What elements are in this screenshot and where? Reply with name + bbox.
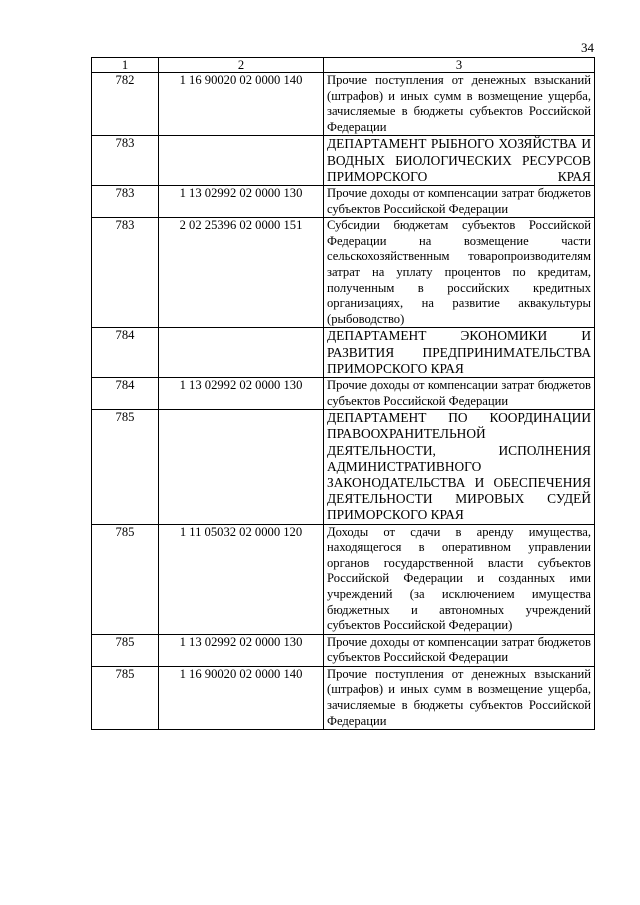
admin-code-cell: 785 bbox=[92, 410, 159, 524]
description-cell: Прочие доходы от компенсации затрат бюджетов субъектов Российской Федерации bbox=[324, 185, 595, 217]
department-name-cell: ДЕПАРТАМЕНТ ПО КООРДИНАЦИИ ПРАВООХРАНИТЕЛЬНОЙ ДЕЯТЕЛЬНОСТИ, ИСПОЛНЕНИЯ АДМИНИСТРАТИВНОГО ЗАКОНОДАТЕЛЬСТВА И ОБЕСПЕЧЕНИЯ ДЕЯТЕЛЬНОСТИ МИРОВЫХ СУДЕЙ ПРИМОРСКОГО КРАЯ bbox=[324, 410, 595, 524]
department-name-cell: ДЕПАРТАМЕНТ РЫБНОГО ХОЗЯЙСТВА И ВОДНЫХ БИОЛОГИЧЕСКИХ РЕСУРСОВ ПРИМОРСКОГО КРАЯ bbox=[324, 136, 595, 186]
description-cell: Прочие доходы от компенсации затрат бюджетов субъектов Российской Федерации bbox=[324, 634, 595, 666]
department-row bbox=[92, 410, 595, 524]
admin-code-cell: 782 bbox=[92, 73, 159, 136]
admin-code-cell: 783 bbox=[92, 218, 159, 328]
revenue-code-cell bbox=[159, 328, 324, 378]
revenue-code-cell: 2 02 25396 02 0000 151 bbox=[159, 218, 324, 328]
description-cell: Прочие поступления от денежных взысканий (штрафов) и иных сумм в возмещение ущерба, зачисляемые в бюджеты субъектов Российской Федерации bbox=[324, 666, 595, 729]
column-header-1: 1 bbox=[92, 58, 159, 73]
table-row bbox=[92, 634, 595, 666]
description-cell: Прочие доходы от компенсации затрат бюджетов субъектов Российской Федерации bbox=[324, 377, 595, 409]
admin-code-cell: 783 bbox=[92, 185, 159, 217]
table-row bbox=[92, 218, 595, 328]
table-row bbox=[92, 185, 595, 217]
department-row bbox=[92, 328, 595, 378]
department-row bbox=[92, 136, 595, 186]
column-header-2: 2 bbox=[159, 58, 324, 73]
admin-code-cell: 785 bbox=[92, 634, 159, 666]
revenue-code-cell: 1 13 02992 02 0000 130 bbox=[159, 634, 324, 666]
table-header-row bbox=[92, 58, 595, 73]
description-cell: Доходы от сдачи в аренду имущества, находящегося в оперативном управлении органов государственной власти субъектов Российской Федерации и созданных ими учреждений (за исключением имущества бюджетных и автономных учреждений субъектов Российской Федерации) bbox=[324, 524, 595, 634]
admin-code-cell: 784 bbox=[92, 377, 159, 409]
table-row bbox=[92, 666, 595, 729]
table-row bbox=[92, 524, 595, 634]
admin-code-cell: 783 bbox=[92, 136, 159, 186]
column-header-3: 3 bbox=[324, 58, 595, 73]
description-cell: Субсидии бюджетам субъектов Российской Федерации на возмещение части сельскохозяйственным товаропроизводителям затрат на уплату процентов по кредитам, полученным в российских кредитных организациях, на развитие аквакультуры (рыбоводство) bbox=[324, 218, 595, 328]
admin-code-cell: 784 bbox=[92, 328, 159, 378]
table-row bbox=[92, 73, 595, 136]
revenue-code-cell: 1 16 90020 02 0000 140 bbox=[159, 666, 324, 729]
page-number: 34 bbox=[581, 40, 594, 55]
department-name-cell: ДЕПАРТАМЕНТ ЭКОНОМИКИ И РАЗВИТИЯ ПРЕДПРИНИМАТЕЛЬСТВА ПРИМОРСКОГО КРАЯ bbox=[324, 328, 595, 378]
revenue-code-cell bbox=[159, 136, 324, 186]
admin-code-cell: 785 bbox=[92, 666, 159, 729]
description-cell: Прочие поступления от денежных взысканий (штрафов) и иных сумм в возмещение ущерба, зачисляемые в бюджеты субъектов Российской Федерации bbox=[324, 73, 595, 136]
revenue-code-cell: 1 11 05032 02 0000 120 bbox=[159, 524, 324, 634]
revenue-code-cell bbox=[159, 410, 324, 524]
revenue-code-cell: 1 13 02992 02 0000 130 bbox=[159, 377, 324, 409]
revenue-code-cell: 1 16 90020 02 0000 140 bbox=[159, 73, 324, 136]
revenue-code-cell: 1 13 02992 02 0000 130 bbox=[159, 185, 324, 217]
table-row bbox=[92, 377, 595, 409]
revenue-classification-table bbox=[91, 57, 595, 730]
admin-code-cell: 785 bbox=[92, 524, 159, 634]
